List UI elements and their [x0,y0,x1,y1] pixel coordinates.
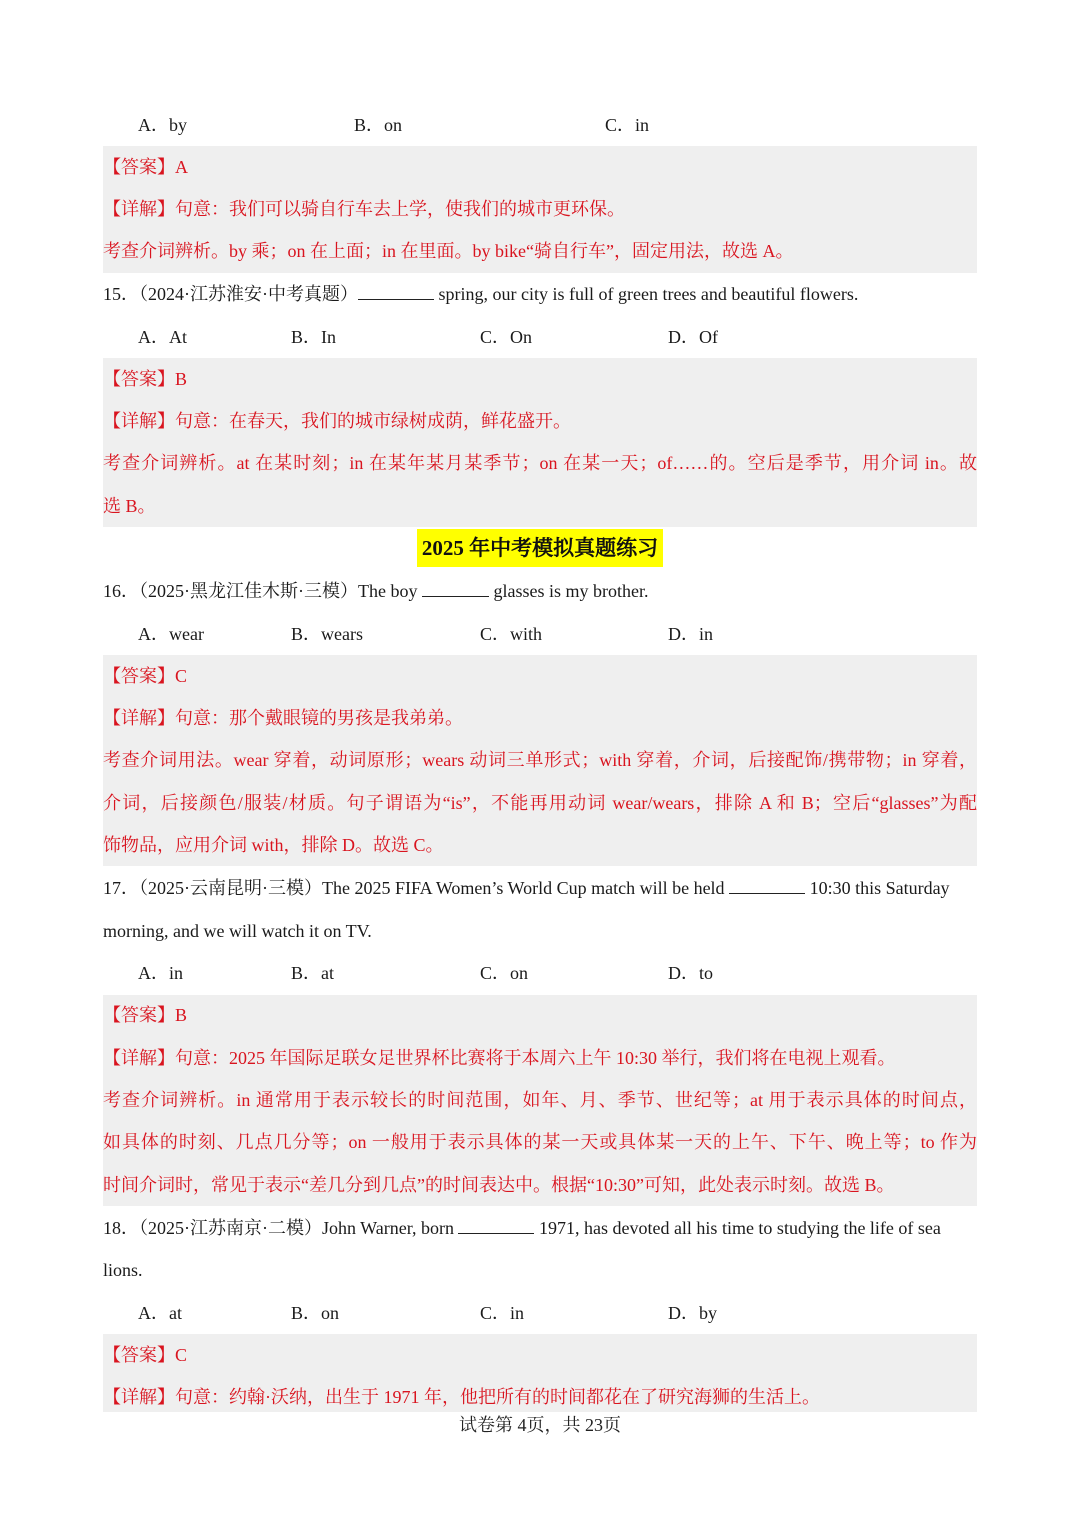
q14-option-b: B．on [354,115,403,135]
q17-blank [729,877,805,894]
q16-analysis-1: 考查介词用法。wear 穿着，动词原形；wears 动词三单形式；with 穿着，介词，后接配饰/携带物；in 穿着， [103,750,977,770]
q18-question-line2: lions. [103,1260,143,1280]
q15-option-d: D．Of [668,327,718,347]
q15-prefix: 15．（2024·江苏淮安·中考真题） [103,284,358,304]
q17-text: 10:30 this Saturday [805,878,950,898]
q16-analysis-2: 介词，后接颜色/服装/材质。句子谓语为“is”，不能再用动词 wear/wears，排除 A 和 B；空后“glasses”为配 [103,793,977,813]
q18-detail: 【详解】句意：约翰·沃纳，出生于 1971 年，他把所有的时间都花在了研究海狮的生活上。 [103,1387,820,1407]
q18-question [103,1216,977,1240]
q15-blank [358,283,434,300]
q18-text: 1971, has devoted all his time to studying the life of sea [534,1218,941,1238]
q17-analysis-1: 考查介词辨析。in 通常用于表示较长的时间范围，如年、月、季节、世纪等；at 用于表示具体的时间点， [103,1090,977,1110]
q16-blank [422,580,489,597]
page-footer: 试卷第 4页，共 23页 [459,1415,621,1435]
q17-option-b: B．at [291,963,334,983]
q14-answer: 【答案】A [103,157,188,177]
q17-detail: 【详解】句意：2025 年国际足联女足世界杯比赛将于本周六上午 10:30 举行，我们将在电视上观看。 [103,1048,896,1068]
q14-detail: 【详解】句意：我们可以骑自行车去上学，使我们的城市更环保。 [103,199,625,219]
q17-analysis-3: 时间介词时，常见于表示“差几分到几点”的时间表达中。根据“10:30”可知，此处表示时刻。故选 B。 [103,1175,895,1195]
q15-option-c: C．On [480,327,533,347]
q16-question [103,579,977,603]
q18-prefix: 18．（2025·江苏南京·二模）John Warner, born [103,1218,459,1238]
q17-question-line2: morning, and we will watch it on TV. [103,921,372,941]
q18-option-b: B．on [291,1303,340,1323]
q14-analysis: 考查介词辨析。by 乘；on 在上面；in 在里面。by bike“骑自行车”，固定用法，故选 A。 [103,241,794,261]
q15-analysis-2: 选 B。 [103,496,156,516]
q17-option-a: A．in [138,963,183,983]
q17-option-d: D．to [668,963,713,983]
q15-option-a: A．At [138,327,187,347]
q14-option-a: A．by [138,115,187,135]
q16-option-d: D．in [668,624,713,644]
q16-analysis-3: 饰物品，应用介词 with，排除 D。故选 C。 [103,835,444,855]
q18-option-a: A．at [138,1303,182,1323]
q15-detail: 【详解】句意：在春天，我们的城市绿树成荫，鲜花盛开。 [103,411,571,431]
q15-option-b: B．In [291,327,336,347]
q16-text: glasses is my brother. [488,581,649,601]
q18-blank [458,1217,534,1234]
section-title: 2025 年中考模拟真题练习 [417,529,663,567]
q16-detail: 【详解】句意：那个戴眼镜的男孩是我弟弟。 [103,708,463,728]
q17-prefix: 17．（2025·云南昆明·三模）The 2025 FIFA Women’s World Cup match will be held [103,878,730,898]
q18-option-d: D．by [668,1303,717,1323]
q16-answer: 【答案】C [103,666,188,686]
q17-question [103,876,977,900]
q17-option-c: C．on [480,963,529,983]
q17-analysis-2: 如具体的时刻、几点几分等；on 一般用于表示具体的某一天或具体某一天的上午、下午、晚上等；to 作为 [103,1132,977,1152]
q16-option-c: C．with [480,624,543,644]
q16-option-b: B．wears [291,624,363,644]
q18-option-c: C．in [480,1303,525,1323]
q16-prefix: 16．（2025·黑龙江佳木斯·三模）The boy [103,581,422,601]
q14-option-c: C．in [605,115,650,135]
q15-answer: 【答案】B [103,369,188,389]
q15-question [103,282,977,306]
q17-answer: 【答案】B [103,1005,188,1025]
q18-answer: 【答案】C [103,1345,188,1365]
q16-option-a: A．wear [138,624,204,644]
q15-text: spring, our city is full of green trees and beautiful flowers. [434,284,859,304]
q15-analysis-1: 考查介词辨析。at 在某时刻；in 在某年某月某季节；on 在某一天；of……的。空后是季节，用介词 in。故 [103,453,977,473]
